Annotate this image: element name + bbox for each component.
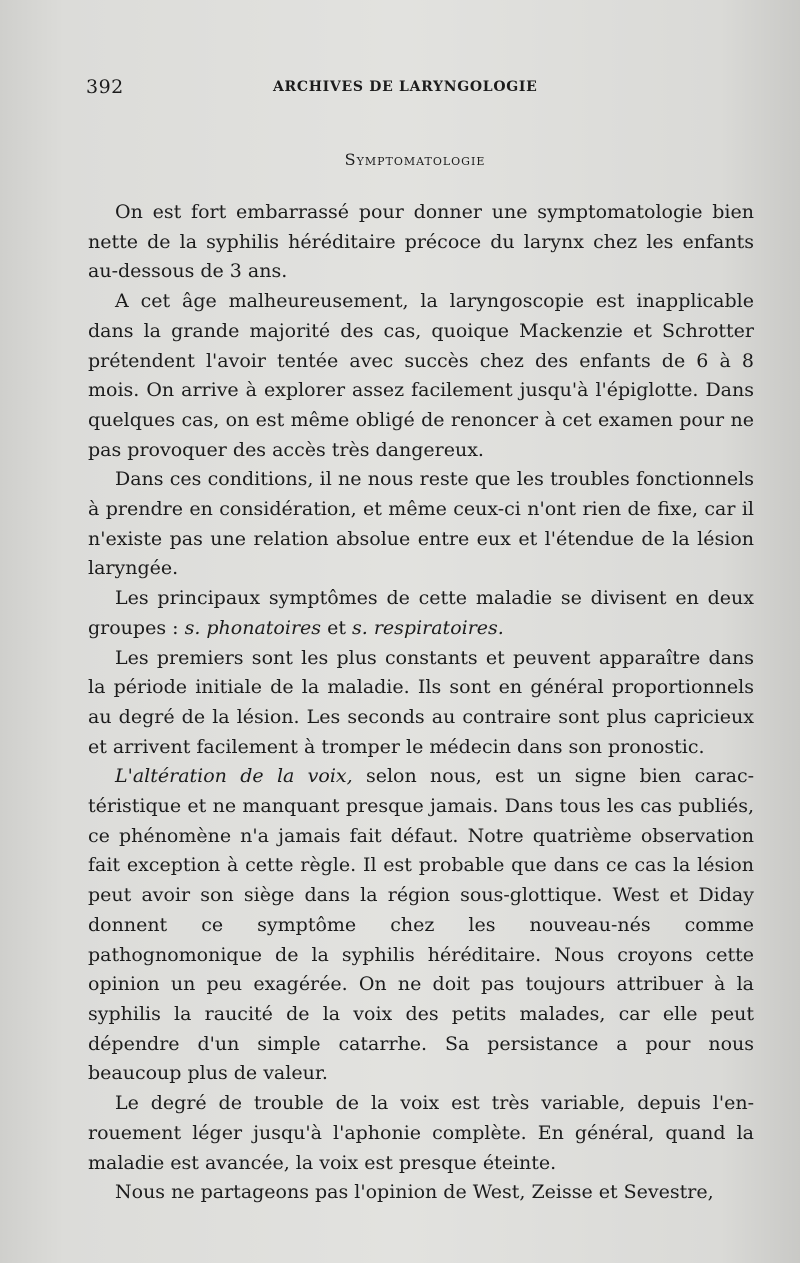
italic-term: s. respiratoires. <box>352 616 504 639</box>
paragraph-symptom-groups <box>88 584 754 643</box>
paragraph-laryngoscopy: A cet âge malheureusement, la laryngoscopie est inapplicable dans la grande majorité des cas, quoique Mackenzie et Schrotter prétendent l'avoir tentée avec succès chez des enfants de 6 à 8 mois. On arrive à explorer assez facilement jusqu'à l'épiglotte. Dans quelques cas, on est même obligé de renoncer à cet examen pour ne pas provoquer des accès très dangereux. <box>88 290 754 461</box>
paragraph-final: Nous ne partageons pas l'opinion de West, Zeisse et Sevestre, <box>115 1181 714 1204</box>
page-number: 392 <box>86 76 124 98</box>
paragraph-text: selon nous, est un signe bien caractéristique et ne manquant presque jamais. Dans tous les cas publiés, ce phénomène n'a jamais fait défaut. Notre quatrième observation fait exception à cette règle. Il est probable que dans ce cas la lésion peut avoir son siège dans la région sous-glottique. West et Diday donnent ce symptôme chez les nouveau-nés comme pathognomonique de la syphilis héréditaire. Nous croyons cette opinion un peu exagérée. On ne doit pas toujours attribuer à la syphilis la raucité de la voix des petits malades, car elle peut dépendre d'un simple catarrhe. Sa persistance a pour nous beaucoup plus de valeur. <box>88 765 755 1085</box>
running-title: ARCHIVES DE LARYNGOLOGIE <box>273 79 538 95</box>
paragraph-voice-trouble: Le degré de trouble de la voix est très variable, depuis l'enrouement léger jusqu'à l'aphonie complète. En général, quand la maladie est avancée, la voix est presque éteinte. <box>88 1092 754 1174</box>
paragraph-first-symptoms: Les premiers sont les plus constants et peuvent apparaître dans la période initiale de la maladie. Ils sont en général proportionnels au degré de la lésion. Les seconds au contraire sont plus capricieux et arrivent facilement à tromper le médecin dans son pronostic. <box>88 646 754 758</box>
paragraph-text: et <box>321 616 352 639</box>
paragraph-text: Les principaux symptômes de cette maladie se divisent en deux groupes : <box>88 587 754 639</box>
italic-term: L'altération de la voix, <box>115 765 353 788</box>
page-header <box>86 76 754 100</box>
paragraph-voice-alteration <box>88 762 754 1089</box>
body-text <box>88 198 754 1208</box>
section-title: Symptomatologie <box>344 150 486 169</box>
paragraph-intro: On est fort embarrassé pour donner une symptomatologie bien nette de la syphilis héréditaire précoce du larynx chez les enfants au-dessous de 3 ans. <box>88 201 754 283</box>
paragraph-conditions: Dans ces conditions, il ne nous reste que les troubles fonctionnels à prendre en considération, et même ceux-ci n'ont rien de fixe, car il n'existe pas une relation absolue entre eux et l'étendue de la lésion laryngée. <box>88 468 754 580</box>
italic-term: s. phonatoires <box>184 616 322 639</box>
